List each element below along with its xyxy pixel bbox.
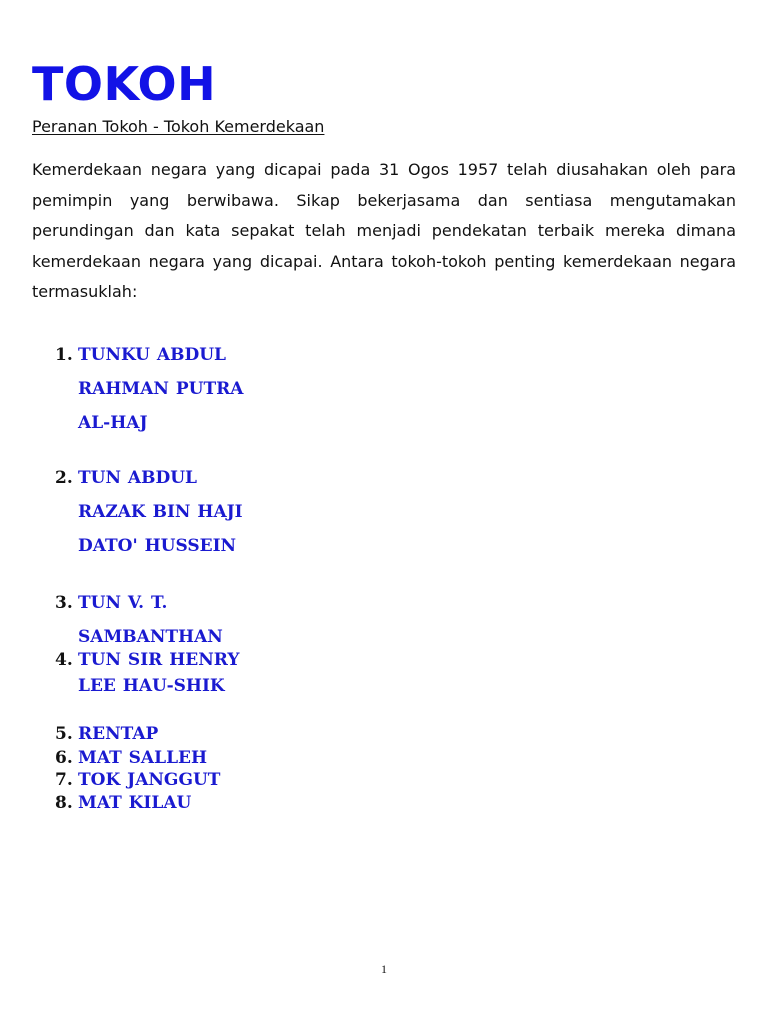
intro-paragraph: Kemerdekaan negara yang dicapai pada 31 Ogos 1957 telah diusahakan oleh para pemimpin yang berwibawa. Sikap bekerjasama dan sentiasa mengutamakan perundingan dan kata sepakat telah menjadi pendekatan terbaik mereka dimana kemerdekaan negara yang dicapai. Antara tokoh-tokoh penting kemerdekaan negara termasuklah:	[32, 160, 736, 301]
list-item-number: 4.	[55, 650, 73, 670]
subtitle-heading: Peranan Tokoh - Tokoh Kemerdekaan	[32, 117, 325, 136]
list-item-name: MAT SALLEH	[78, 748, 208, 768]
list-item-number: 1.	[55, 345, 73, 365]
list-item-number: 5.	[55, 724, 73, 744]
list-item-name: TUNKU ABDUL RAHMAN PUTRA AL-HAJ	[78, 345, 244, 433]
list-item-number: 8.	[55, 793, 73, 813]
list-item-name: RENTAP	[78, 724, 159, 744]
list-item-name: TUN ABDUL RAZAK BIN HAJI DATO' HUSSEIN	[78, 468, 243, 556]
list-item-name: TOK JANGGUT	[78, 770, 221, 790]
list-item-name: MAT KILAU	[78, 793, 192, 813]
list-item-name: TUN SIR HENRY LEE HAU-SHIK	[78, 650, 240, 696]
list-item-number: 6.	[55, 748, 73, 768]
page-title: TOKOH	[32, 57, 217, 111]
page-number: 1	[381, 962, 387, 976]
list-item-number: 3.	[55, 593, 73, 613]
list-item-number: 2.	[55, 468, 73, 488]
figures-list	[0, 338, 768, 813]
list-item-name: TUN V. T. SAMBANTHAN	[78, 593, 223, 647]
list-item-number: 7.	[55, 770, 73, 790]
